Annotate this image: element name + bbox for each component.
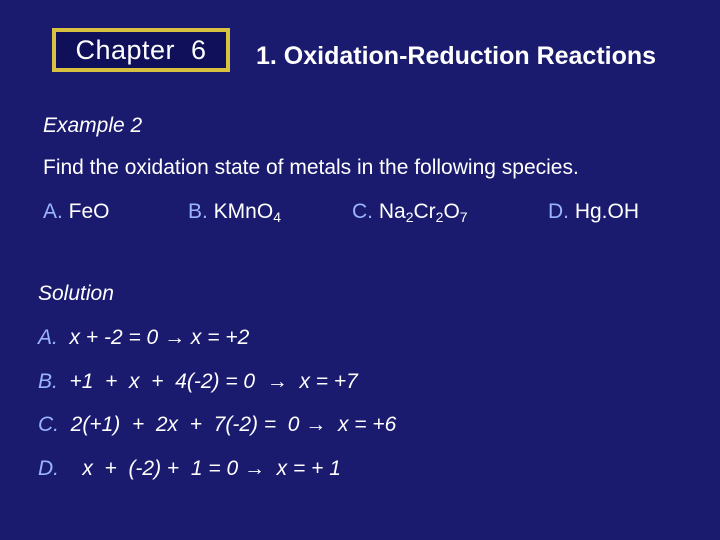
solution-equation: +1 + x + 4(-2) = 0 → x = +7	[57, 370, 358, 393]
solution-line-c	[38, 413, 396, 437]
formula-part: Na	[373, 200, 406, 223]
formula-subscript: 2	[405, 209, 414, 225]
solution-letter: B.	[38, 370, 58, 393]
chapter-badge	[52, 28, 230, 72]
solution-letter: D.	[38, 457, 59, 480]
formula-part: Hg.OH	[569, 200, 640, 223]
formula-part: FeO	[62, 200, 110, 223]
chapter-label: Chapter 6	[75, 34, 207, 65]
solution-letter: A.	[38, 326, 58, 349]
solution-line-d	[38, 457, 341, 481]
solution-label: Solution	[38, 282, 114, 305]
solution-equation: x + -2 = 0 → x = +2	[57, 326, 250, 349]
option-d	[548, 200, 639, 224]
solution-line-b	[38, 370, 358, 394]
formula-part: O	[443, 200, 460, 223]
solution-letter: C.	[38, 413, 59, 436]
formula-subscript: 4	[273, 209, 281, 225]
formula-subscript: 7	[459, 209, 468, 225]
option-letter: C.	[352, 200, 373, 223]
example-label: Example 2	[43, 114, 143, 137]
option-letter: A.	[43, 200, 63, 223]
formula-part: KMnO	[207, 200, 274, 223]
option-c	[352, 200, 468, 224]
question-text: Find the oxidation state of metals in the following species.	[43, 156, 579, 179]
formula-subscript: 2	[435, 209, 444, 225]
solution-equation: 2(+1) + 2x + 7(-2) = 0 → x = +6	[59, 413, 397, 436]
option-a	[43, 200, 110, 224]
option-letter: D.	[548, 200, 569, 223]
solution-line-a	[38, 326, 249, 350]
option-letter: B.	[188, 200, 208, 223]
slide-title: 1. Oxidation-Reduction Reactions	[256, 42, 657, 70]
solution-equation: x + (-2) + 1 = 0 → x = + 1	[59, 457, 341, 480]
formula-part: Cr	[413, 200, 436, 223]
option-b	[188, 200, 281, 224]
